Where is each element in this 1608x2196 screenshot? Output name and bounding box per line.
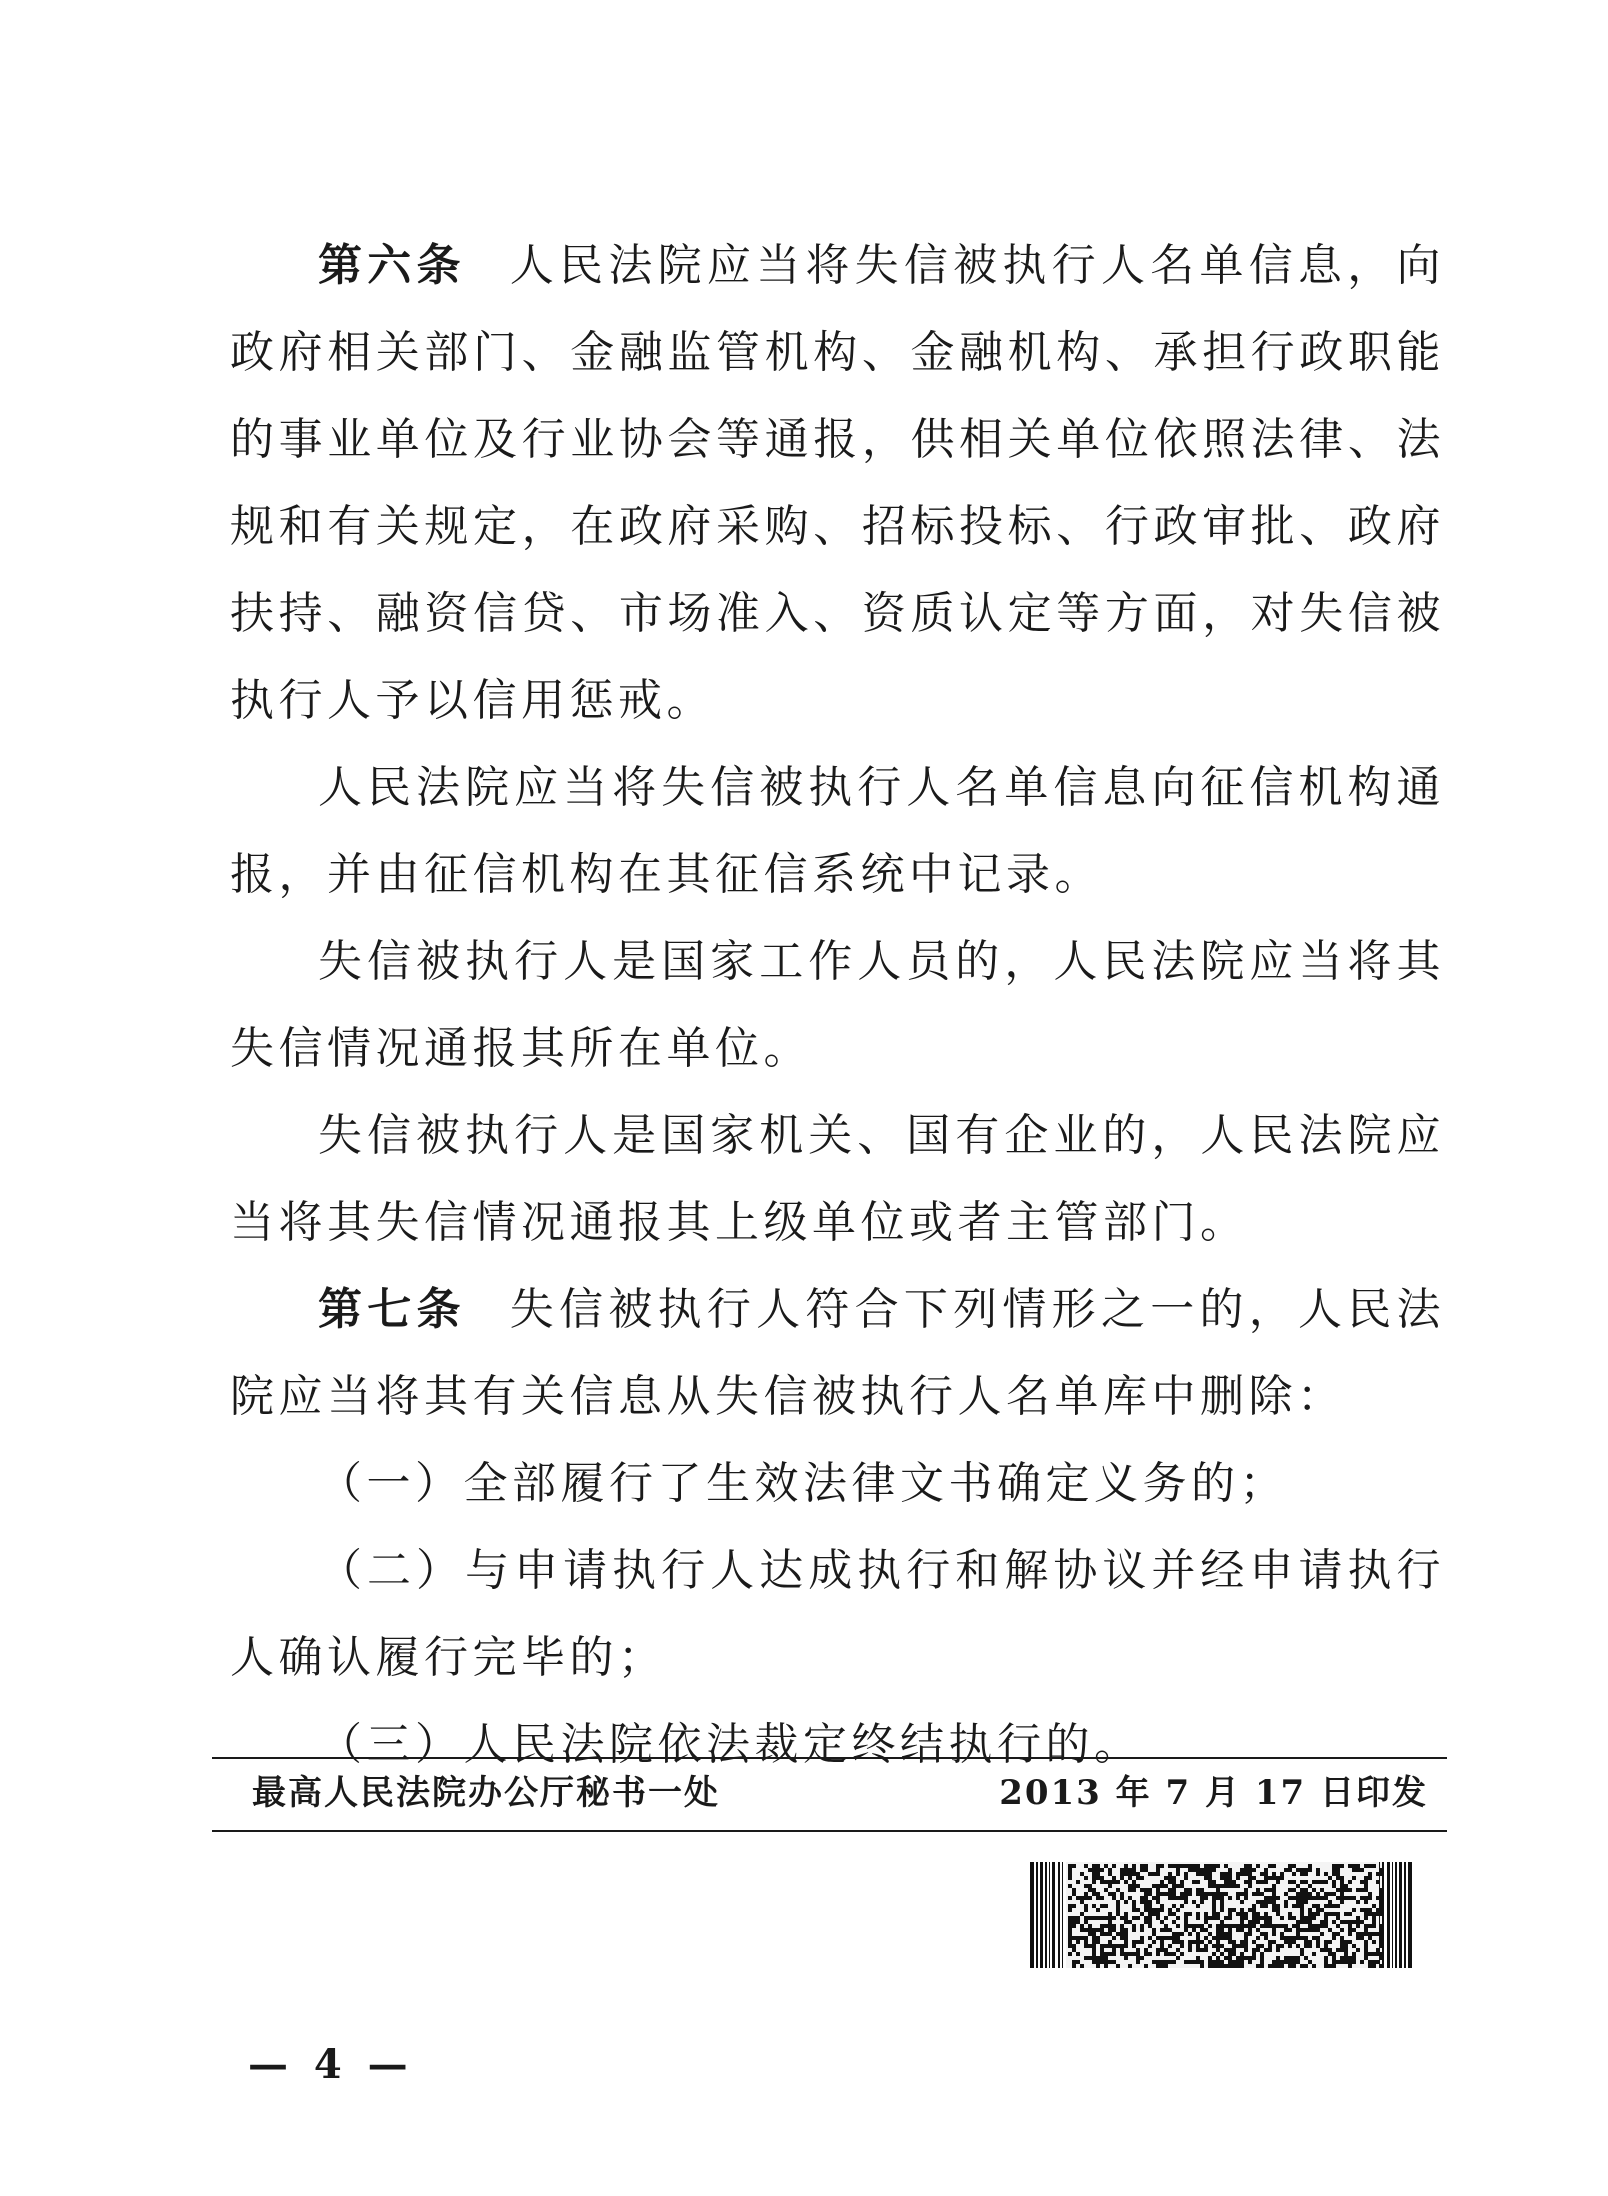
article-6-paragraph-3: 失信被执行人是国家工作人员的，人民法院应当将其失信情况通报其所在单位。	[230, 936, 1445, 1074]
footer-top-rule	[212, 1757, 1447, 1759]
article-6-paragraph-2: 人民法院应当将失信被执行人名单信息向征信机构通报，并由征信机构在其征信系统中记录。	[230, 762, 1445, 900]
article-6-paragraph-1	[230, 222, 1445, 744]
article-6-text-1: 人民法院应当将失信被执行人名单信息，向政府相关部门、金融监管机构、金融机构、承担行政职能的事业单位及行业协会等通报，供相关单位依照法律、法规和有关规定，在政府采购、招标投标、行政审批、政府扶持、融资信贷、市场准入、资质认定等方面，对失信被执行人予以信用惩戒。	[230, 240, 1446, 726]
article-7-heading: 第七条	[318, 1284, 466, 1335]
page-number: — 4 —	[248, 2041, 414, 2088]
article-6-heading: 第六条	[318, 240, 466, 291]
article-7-item-1: （一）全部履行了生效法律文书确定义务的；	[318, 1458, 1288, 1509]
barcode-icon	[1030, 1862, 1412, 1968]
issue-date: 2013 年 7 月 17 日印发	[999, 1773, 1428, 1813]
article-7-item-2: （二）与申请执行人达成执行和解协议并经申请执行人确认履行完毕的；	[230, 1545, 1445, 1683]
issuer-name: 最高人民法院办公厅秘书一处	[252, 1773, 720, 1813]
article-7-item-3: （三）人民法院依法裁定终结执行的。	[318, 1719, 1143, 1770]
document-body	[230, 222, 1445, 1788]
footer-bottom-rule	[212, 1830, 1447, 1832]
article-7-text-1: 失信被执行人符合下列情形之一的，人民法院应当将其有关信息从失信被执行人名单库中删除：	[230, 1284, 1446, 1422]
article-6-paragraph-4: 失信被执行人是国家机关、国有企业的，人民法院应当将其失信情况通报其上级单位或者主管部门。	[230, 1110, 1445, 1248]
article-7-paragraph-1	[230, 1266, 1445, 1440]
